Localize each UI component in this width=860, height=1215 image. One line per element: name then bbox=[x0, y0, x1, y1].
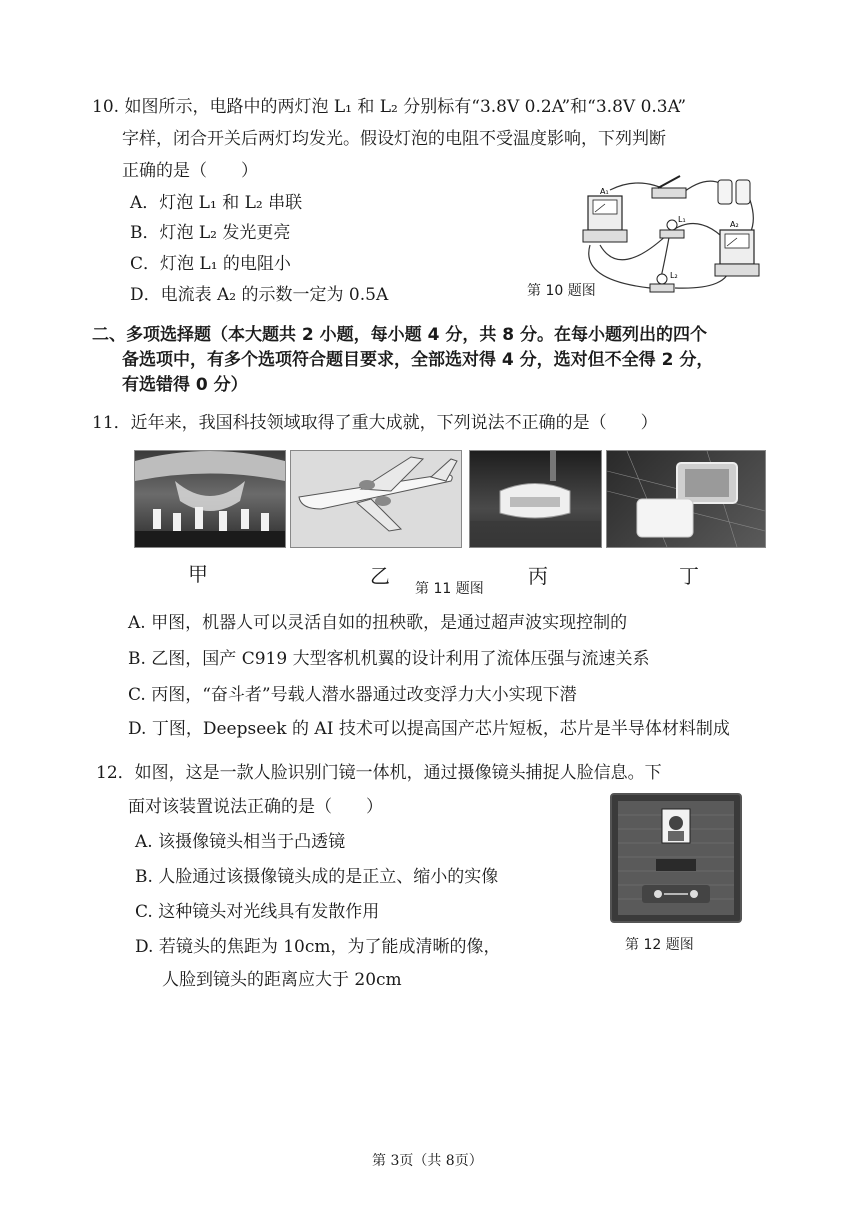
photo-c919-airplane bbox=[290, 450, 462, 548]
q11-option-c: C. 丙图，“奋斗者”号载人潜水器通过改变浮力大小实现下潜 bbox=[128, 685, 577, 705]
q10-stem-line3: 正确的是（ ） bbox=[122, 161, 258, 181]
q12-stem-line2: 面对该装置说法正确的是（ ） bbox=[128, 797, 383, 817]
photo-label-yi: 乙 bbox=[370, 564, 390, 588]
q12-option-d: D. 若镜头的焦距为 10cm，为了能成清晰的像， bbox=[135, 937, 501, 957]
q10-stem-line2: 字样，闭合开关后两灯均发光。假设灯泡的电阻不受温度影响，下列判断 bbox=[122, 129, 666, 149]
ammeter-a1 bbox=[583, 196, 627, 242]
q10-figure-caption: 第 10 题图 bbox=[527, 283, 596, 299]
photo-face-recognition-device bbox=[610, 793, 742, 923]
photo-label-bing: 丙 bbox=[528, 564, 548, 588]
label-a2: A₂ bbox=[730, 220, 739, 229]
q10-option-b: B．灯泡 L₂ 发光更亮 bbox=[130, 223, 291, 243]
q12-option-a: A. 该摄像镜头相当于凸透镜 bbox=[135, 832, 346, 852]
label-l2: L₂ bbox=[670, 271, 678, 280]
photo-robot-dance bbox=[134, 450, 286, 548]
switch bbox=[652, 176, 686, 198]
circuit-figure bbox=[580, 170, 760, 302]
q12-option-c: C. 这种镜头对光线具有发散作用 bbox=[135, 902, 380, 922]
q10-option-a: A．灯泡 L₁ 和 L₂ 串联 bbox=[130, 193, 303, 213]
q11-option-b: B. 乙图，国产 C919 大型客机机翼的设计利用了流体压强与流速关系 bbox=[128, 649, 650, 669]
label-l1: L₁ bbox=[678, 215, 686, 224]
section2-line1: 二、多项选择题（本大题共 2 小题，每小题 4 分，共 8 分。在每小题列出的四个 bbox=[92, 325, 707, 345]
battery bbox=[718, 180, 750, 204]
label-a1: A₁ bbox=[600, 187, 609, 196]
q11-figure-caption: 第 11 题图 bbox=[415, 581, 484, 597]
photo-chips bbox=[606, 450, 766, 548]
photo-fendouzhe-submersible bbox=[469, 450, 602, 548]
photo-label-jia: 甲 bbox=[188, 562, 208, 586]
q10-option-c: C．灯泡 L₁ 的电阻小 bbox=[130, 254, 291, 274]
q11-stem: 11．近年来，我国科技领域取得了重大成就，下列说法不正确的是（ ） bbox=[92, 413, 658, 433]
q10-stem-line1: 10. 如图所示，电路中的两灯泡 L₁ 和 L₂ 分别标有“3.8V 0.2A”和“3.8V 0.3A” bbox=[92, 97, 687, 117]
section2-line3: 有选错得 0 分） bbox=[122, 375, 248, 395]
q10-option-d: D．电流表 A₂ 的示数一定为 0.5A bbox=[130, 285, 389, 305]
q11-option-a: A. 甲图，机器人可以灵活自如的扭秧歌，是通过超声波实现控制的 bbox=[128, 613, 628, 633]
ammeter-a2 bbox=[715, 230, 759, 276]
q12-option-b: B. 人脸通过该摄像镜头成的是正立、缩小的实像 bbox=[135, 867, 499, 887]
page-footer: 第 3页（共 8页） bbox=[372, 1153, 483, 1169]
photo-label-ding: 丁 bbox=[679, 564, 699, 588]
q12-stem-line1: 12．如图，这是一款人脸识别门镜一体机，通过摄像镜头捕捉人脸信息。下 bbox=[96, 763, 662, 783]
q11-option-d: D. 丁图，Deepseek 的 AI 技术可以提高国产芯片短板，芯片是半导体材料制成 bbox=[128, 719, 730, 739]
q12-option-d-cont: 人脸到镜头的距离应大于 20cm bbox=[162, 970, 402, 990]
section2-line2: 备选项中，有多个选项符合题目要求，全部选对得 4 分，选对但不全得 2 分， bbox=[122, 350, 714, 370]
q12-figure-caption: 第 12 题图 bbox=[625, 937, 694, 953]
